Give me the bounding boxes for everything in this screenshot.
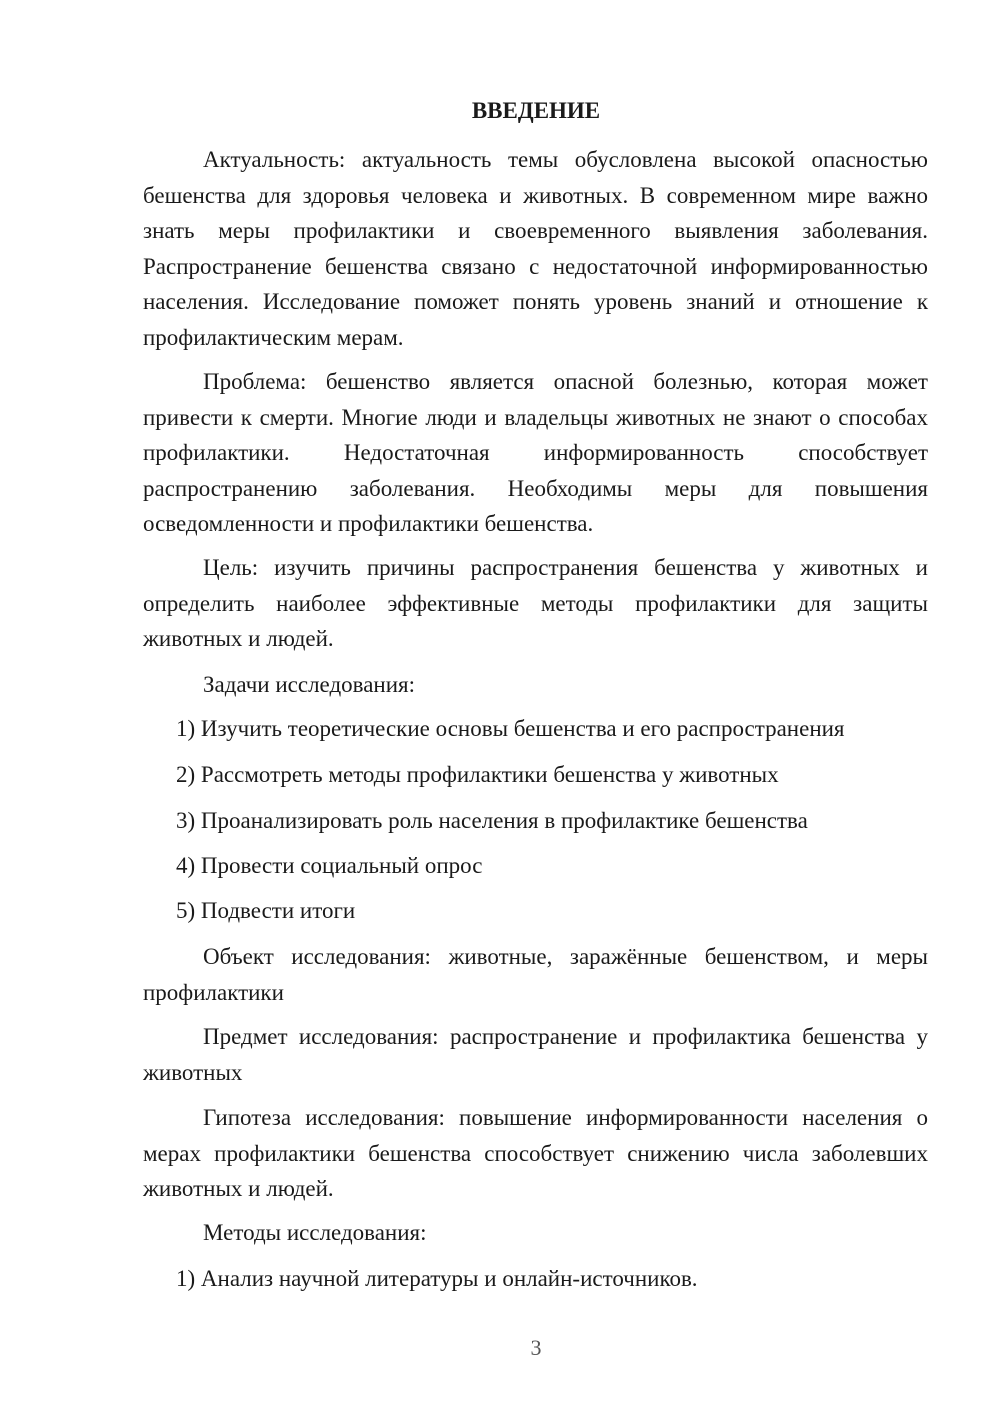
page-heading: ВВЕДЕНИЕ xyxy=(471,98,601,123)
task-item: 1) Изучить теоретические основы бешенства и его распространения xyxy=(176,716,845,741)
task-item: 2) Рассмотреть методы профилактики бешенства у животных xyxy=(176,762,779,787)
methods-heading: Методы исследования: xyxy=(203,1220,427,1245)
task-item: 3) Проанализировать роль населения в профилактике бешенства xyxy=(176,808,808,833)
subject-paragraph: Предмет исследования: распространение и профилактика бешенства у животных xyxy=(143,1024,928,1085)
relevance-paragraph: Актуальность: актуальность темы обусловлена высокой опасностью бешенства для здоровья человека и животных. В современном мире важно знать меры профилактики и своевременного выявления заболевания. Распространение бешенства связано с недостаточной информированностью населения. Исследование поможет понять уровень знаний и отношение к профилактическим мерам. xyxy=(143,147,928,350)
task-item: 4) Провести социальный опрос xyxy=(176,853,483,878)
task-item: 5) Подвести итоги xyxy=(176,898,356,923)
tasks-heading: Задачи исследования: xyxy=(203,672,416,697)
hypothesis-paragraph: Гипотеза исследования: повышение информированности населения о мерах профилактики бешенства способствует снижению числа заболевших животных и людей. xyxy=(143,1105,928,1201)
goal-paragraph: Цель: изучить причины распространения бешенства у животных и определить наиболее эффективные методы профилактики для защиты животных и людей. xyxy=(143,555,928,651)
page-number: 3 xyxy=(530,1335,542,1360)
method-item: 1) Анализ научной литературы и онлайн-источников. xyxy=(176,1266,698,1291)
object-paragraph: Объект исследования: животные, заражённые бешенством, и меры профилактики xyxy=(143,944,928,1005)
problem-paragraph: Проблема: бешенство является опасной болезнью, которая может привести к смерти. Многие люди и владельцы животных не знают о способах профилактики. Недостаточная информированность способствует распространению заболевания. Необходимы меры для повышения осведомленности и профилактики бешенства. xyxy=(143,369,928,536)
